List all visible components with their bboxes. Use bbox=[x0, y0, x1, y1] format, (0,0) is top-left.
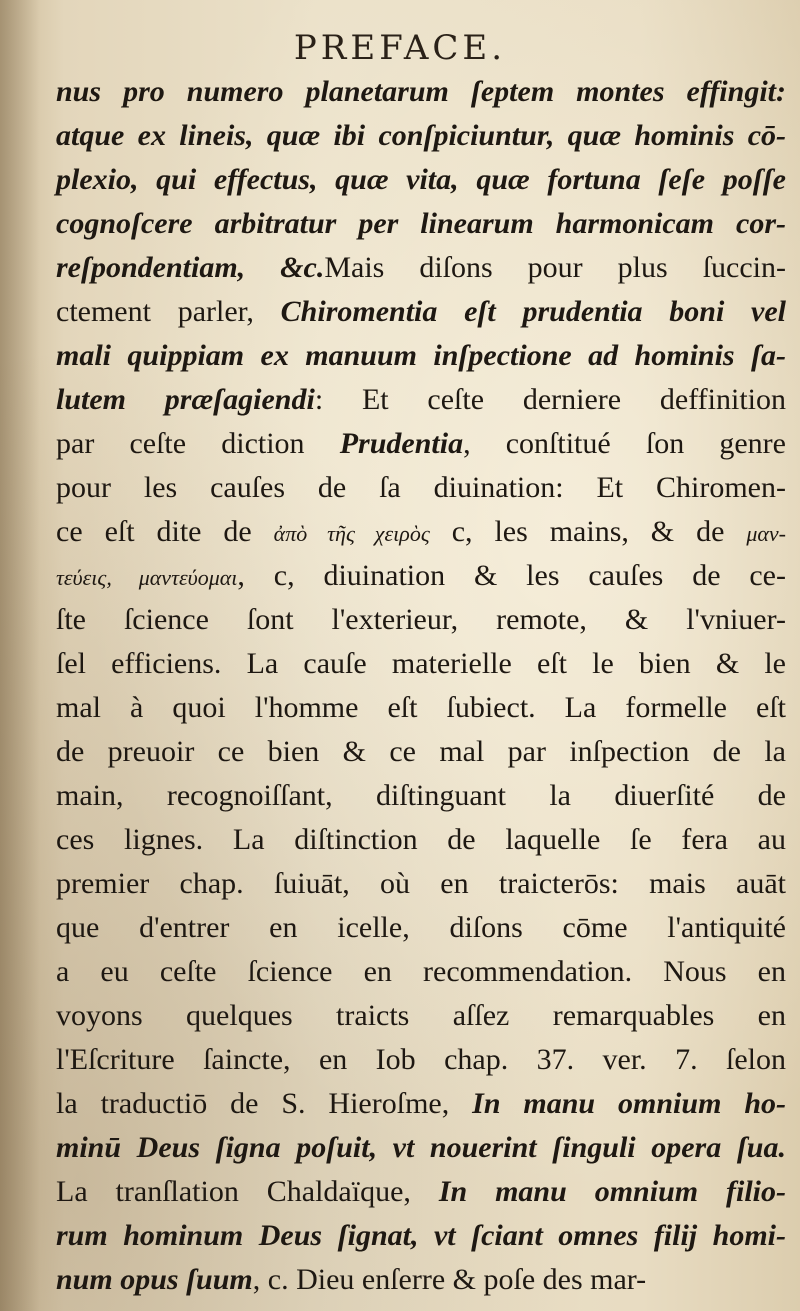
greek-text: μαν- bbox=[746, 521, 787, 546]
text-line bbox=[56, 818, 786, 862]
latin-italic-text: In manu omnium ho- bbox=[472, 1087, 786, 1120]
latin-italic-text: plexio, qui effectus, quæ vita, quæ fortuna ſeſe poſſe bbox=[56, 163, 786, 196]
latin-italic-text: atque ex lineis, quæ ibi conſpiciuntur, quæ hominis cō- bbox=[56, 119, 786, 152]
latin-italic-text: cognoſcere arbitratur per linearum harmonicam cor- bbox=[56, 207, 786, 240]
text-line bbox=[56, 554, 786, 598]
french-text: Mais diſons pour plus ſuccin- bbox=[324, 251, 786, 284]
text-line bbox=[56, 114, 786, 158]
latin-italic-text: Deus ſigna poſuit, vt nouerint ſinguli opera ſua. bbox=[136, 1131, 786, 1164]
french-text: par ceſte diction bbox=[56, 427, 340, 460]
text-line bbox=[56, 290, 786, 334]
text-line bbox=[56, 378, 786, 422]
french-text: mal à quoi l'homme eſt ſubiect. La formelle eſt bbox=[56, 691, 786, 724]
french-text: voyons quelques traicts aſſez remarquables en bbox=[56, 999, 786, 1032]
body-text bbox=[56, 70, 786, 1302]
french-text: ce eſt dite de bbox=[56, 515, 274, 548]
french-text: c, les mains, & de bbox=[429, 515, 747, 548]
latin-italic-text: rum hominum Deus ſignat, vt ſciant omnes filij homi- bbox=[56, 1219, 786, 1252]
french-text: : Et ceſte derniere deffinition bbox=[314, 383, 786, 416]
french-text: ces lignes. La diſtinction de laquelle ſe fera au bbox=[56, 823, 786, 856]
latin-italic-text: Prudentia bbox=[339, 427, 464, 460]
french-text: , conſtitué ſon genre bbox=[463, 427, 786, 460]
french-text: pour les cauſes de ſa diuination: Et Chiromen- bbox=[56, 471, 786, 504]
latin-italic-text: mali quippiam ex manuum inſpectione ad hominis ſa- bbox=[56, 339, 786, 372]
french-text: premier chap. ſuiuāt, où en traicterōs: mais auāt bbox=[56, 867, 786, 900]
running-header: PREFACE. bbox=[293, 28, 507, 68]
text-line bbox=[56, 158, 786, 202]
text-line bbox=[56, 246, 786, 290]
french-text: a eu ceſte ſcience en recommendation. Nous en bbox=[56, 955, 786, 988]
text-line bbox=[56, 994, 786, 1038]
text-line bbox=[56, 642, 786, 686]
french-text: l'Eſcriture ſaincte, en Iob chap. 37. ver. 7. ſelon bbox=[56, 1043, 786, 1076]
latin-italic-text: nus pro numero planetarum ſeptem montes effingit: bbox=[56, 75, 786, 108]
text-line bbox=[56, 70, 786, 114]
text-line bbox=[56, 774, 786, 818]
text-line bbox=[56, 950, 786, 994]
text-line bbox=[56, 686, 786, 730]
text-line bbox=[56, 1170, 786, 1214]
text-line bbox=[56, 1258, 786, 1302]
page-gutter-shadow bbox=[0, 0, 40, 1311]
text-line bbox=[56, 466, 786, 510]
french-text: La tranſlation Chaldaïque, bbox=[56, 1175, 439, 1208]
french-text: ſte ſcience ſont l'exterieur, remote, & l'vniuer- bbox=[56, 603, 786, 636]
latin-italic-text: num opus ſuum bbox=[56, 1263, 253, 1296]
text-line bbox=[56, 202, 786, 246]
french-text: , c, diuination & les cauſes de ce- bbox=[237, 559, 786, 592]
french-text: que d'entrer en icelle, diſons cōme l'antiquité bbox=[56, 911, 786, 944]
text-line bbox=[56, 422, 786, 466]
greek-text: ἀπὸ τῆς χειρὸς bbox=[273, 521, 430, 546]
text-line bbox=[56, 862, 786, 906]
text-line bbox=[56, 1214, 786, 1258]
text-line bbox=[56, 1126, 786, 1170]
text-line bbox=[56, 334, 786, 378]
latin-italic-text: In manu omnium filio- bbox=[438, 1175, 786, 1208]
text-line bbox=[56, 1082, 786, 1126]
french-text: , c. Dieu enſerre & poſe des mar- bbox=[252, 1263, 647, 1296]
latin-italic-text: reſpondentiam, &c. bbox=[56, 251, 325, 284]
text-line bbox=[56, 730, 786, 774]
french-text: ſel efficiens. La cauſe materielle eſt le bien & le bbox=[56, 647, 786, 680]
french-text: de preuoir ce bien & ce mal par inſpection de la bbox=[56, 735, 786, 768]
latin-italic-text: minū bbox=[56, 1131, 137, 1164]
latin-italic-text: lutem præſagiendi bbox=[56, 383, 315, 416]
french-text: ctement parler, bbox=[56, 295, 281, 328]
text-line bbox=[56, 598, 786, 642]
text-line bbox=[56, 1038, 786, 1082]
text-line bbox=[56, 510, 786, 554]
latin-italic-text: Chiromentia eſt prudentia boni vel bbox=[280, 295, 786, 328]
french-text: la traductiō de S. Hieroſme, bbox=[56, 1087, 473, 1120]
greek-text: τεύεις, μαντεύομαι bbox=[56, 565, 238, 590]
french-text: main, recognoiſſant, diſtinguant la diuerſité de bbox=[56, 779, 786, 812]
text-line bbox=[56, 906, 786, 950]
